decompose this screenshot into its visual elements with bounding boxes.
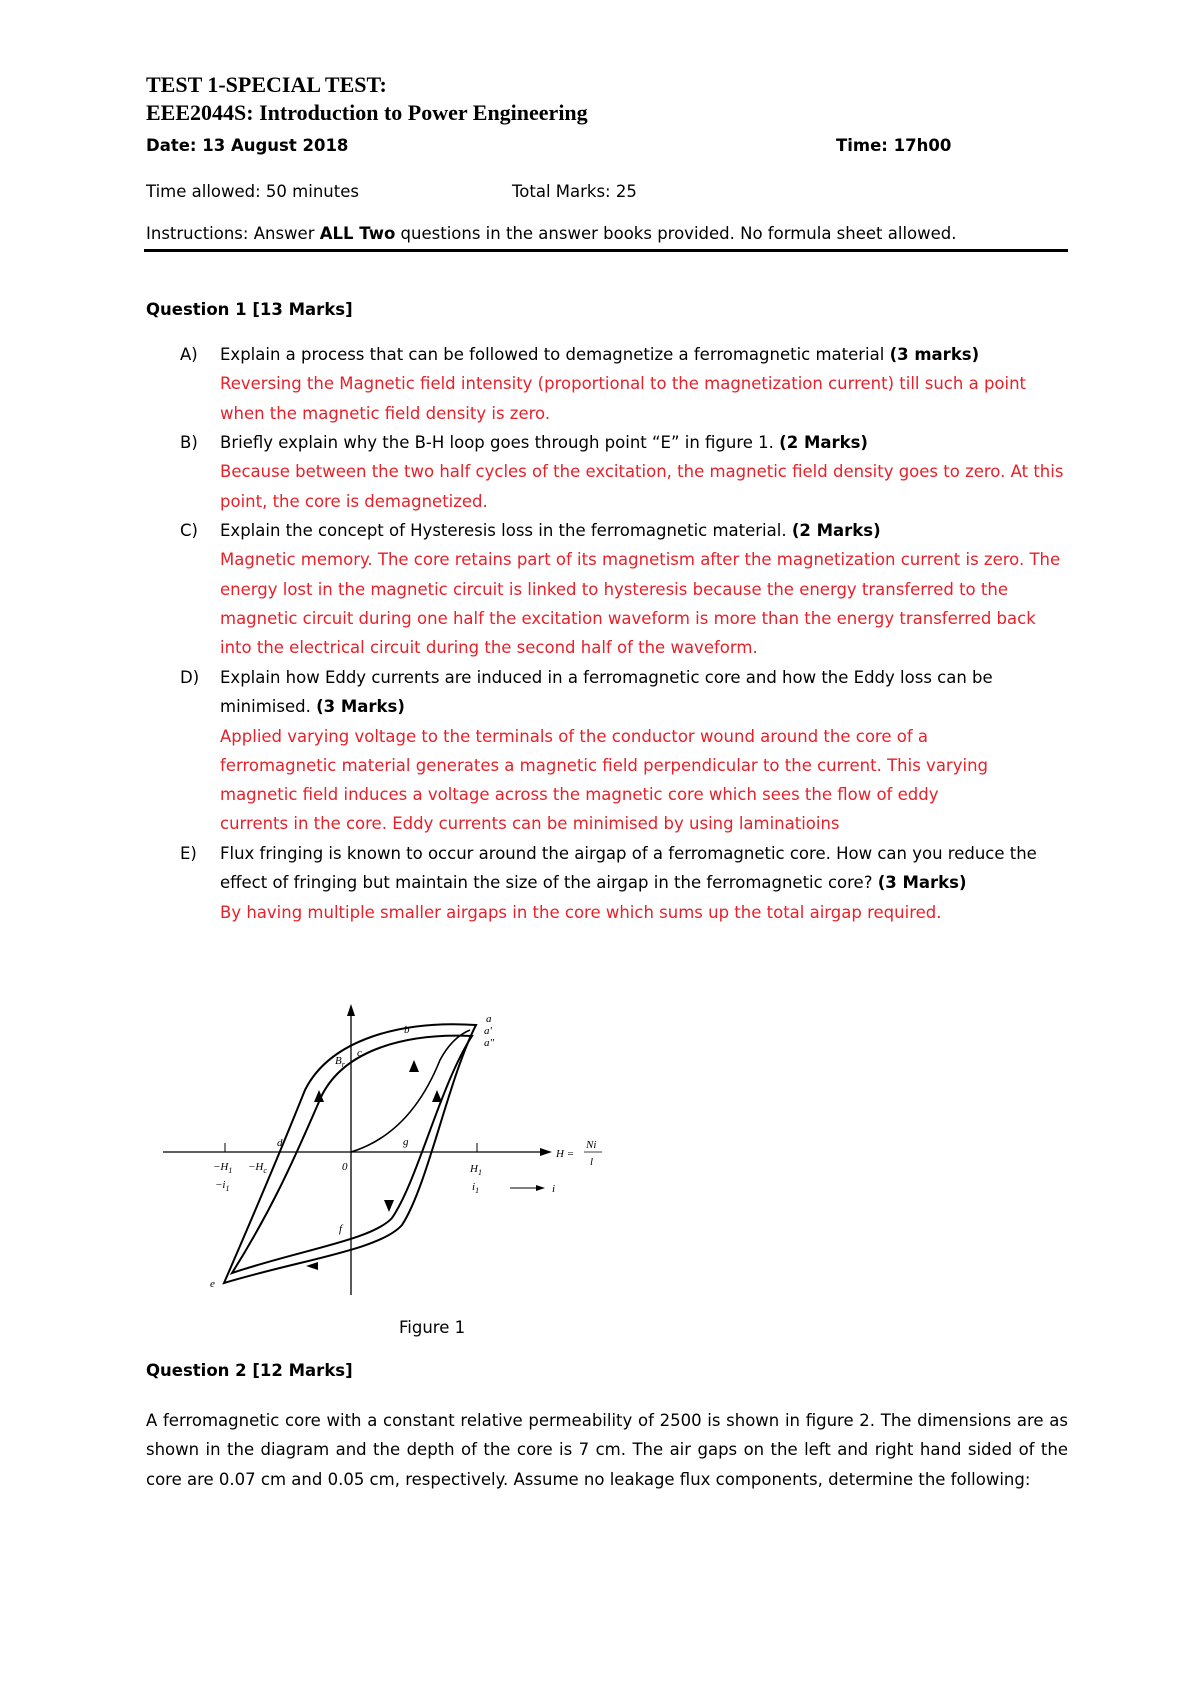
label-neg-i1-sub: 1: [225, 1184, 230, 1193]
item-question: Explain a process that can be followed to demagnetize a ferromagnetic material: [220, 345, 890, 364]
initial-magnetization-curve: [351, 1030, 470, 1152]
label-neg-h1: [213, 1161, 232, 1175]
instructions-suffix: questions in the answer books provided. No formula sheet allowed.: [395, 224, 957, 243]
item-answer: Applied varying voltage to the terminals of the conductor wound around the core of a ferromagnetic material generates a magnetic field perpendicular to the current. This varying magnetic field induces a voltage across the magnetic core which sees the flow of eddy currents in the core. Eddy currents can be minimised by using laminatioins: [220, 726, 988, 834]
h-axis-arrowhead: [540, 1148, 552, 1156]
loop-arrow-right-up: [432, 1090, 442, 1102]
label-neg-hc: [248, 1161, 267, 1175]
label-neg-hc-sub: c: [263, 1166, 267, 1175]
label-neg-h1-sub: 1: [228, 1166, 233, 1175]
label-br-main: B: [335, 1055, 342, 1067]
item-question: Explain the concept of Hysteresis loss in the ferromagnetic material.: [220, 521, 792, 540]
i-arrow-head: [536, 1185, 545, 1191]
item-label: A): [180, 345, 198, 364]
question1-item-d: [180, 663, 1040, 839]
total-marks: Total Marks: 25: [512, 182, 637, 201]
label-g: g: [403, 1136, 409, 1148]
label-a-prime: a': [484, 1025, 492, 1037]
item-label: C): [180, 521, 198, 540]
item-answer: By having multiple smaller airgaps in the core which sums up the total airgap required.: [220, 902, 942, 922]
label-i-arrow: i: [552, 1183, 556, 1195]
header-divider: [144, 249, 1068, 252]
label-br-sub: r: [341, 1060, 345, 1069]
item-answer: Because between the two half cycles of the excitation, the magnetic field density goes to zero. At this point, the core is demagnetized.: [220, 462, 1064, 511]
exam-date: Date: 13 August 2018: [146, 136, 349, 155]
time-allowed: Time allowed: 50 minutes: [146, 182, 359, 201]
item-question: Flux fringing is known to occur around the airgap of a ferromagnetic core. How can you reduce the effect of fringing but maintain the size of the airgap in the ferromagnetic core?: [220, 844, 1037, 893]
label-h1-main: H: [470, 1163, 478, 1175]
label-neg-hc-main: −H: [248, 1161, 264, 1173]
figure1-caption: Figure 1: [399, 1318, 466, 1337]
label-h-axis: H =: [556, 1148, 575, 1160]
label-i1: [472, 1181, 479, 1195]
question1-heading: Question 1 [13 Marks]: [146, 300, 353, 319]
label-br: [335, 1055, 346, 1069]
question1-item-a: [180, 340, 1070, 428]
item-question: Briefly explain why the B-H loop goes through point “E” in figure 1.: [220, 433, 780, 452]
item-question: Explain how Eddy currents are induced in a ferromagnetic core and how the Eddy loss can be minimised.: [220, 668, 993, 717]
label-neg-i1: [215, 1179, 229, 1193]
item-marks: (3 Marks): [877, 873, 967, 893]
item-label: E): [180, 844, 197, 863]
instructions-prefix: Instructions: Answer: [146, 224, 320, 243]
label-origin: 0: [342, 1161, 348, 1173]
label-d: d: [277, 1137, 283, 1149]
label-neg-h1-main: −H: [213, 1161, 229, 1173]
item-marks: (3 marks): [889, 345, 980, 364]
instructions-emphasis: ALL Two: [319, 224, 396, 243]
label-i1-sub: 1: [475, 1186, 480, 1195]
question1-item-c: [180, 516, 1070, 662]
label-a-double-prime: a": [484, 1037, 495, 1049]
question1-item-b: [180, 428, 1070, 516]
item-label: B): [180, 433, 198, 452]
label-i1-main: i: [472, 1181, 476, 1193]
label-c: c: [357, 1047, 362, 1059]
label-ni: Ni: [586, 1139, 597, 1151]
question2-heading: Question 2 [12 Marks]: [146, 1361, 353, 1380]
label-neg-i1-main: −i: [215, 1179, 226, 1191]
item-label: D): [180, 668, 200, 687]
loop-arrow-initial: [409, 1060, 419, 1072]
instructions: [146, 224, 956, 243]
item-marks: (2 Marks): [779, 433, 868, 452]
label-h1: [469, 1163, 482, 1177]
label-b: b: [404, 1024, 410, 1036]
label-l: l: [590, 1156, 594, 1168]
test-title: TEST 1-SPECIAL TEST:: [146, 72, 387, 97]
exam-time: Time: 17h00: [836, 136, 952, 155]
hysteresis-loop-figure: [160, 1000, 620, 1300]
label-a: a: [486, 1013, 492, 1025]
loop-arrow-bottom: [306, 1262, 318, 1270]
b-axis-arrowhead: [347, 1004, 355, 1016]
question1-item-e: [180, 839, 1070, 927]
loop-arrow-right-down: [384, 1200, 394, 1212]
label-f: f: [339, 1223, 343, 1235]
course-title: EEE2044S: Introduction to Power Engineering: [146, 100, 588, 125]
item-marks: (2 Marks): [791, 521, 881, 540]
label-e: e: [210, 1278, 215, 1290]
question2-text: A ferromagnetic core with a constant relative permeability of 2500 is shown in figure 2. The dimensions are as shown in the diagram and the depth of the core is 7 cm. The air gaps on the left and right hand sided of the core are 0.07 cm and 0.05 cm, respectively. Assume no leakage flux components, determine the following:: [146, 1411, 1068, 1489]
item-answer: Reversing the Magnetic field intensity (proportional to the magnetization current) till such a point when the magnetic field density is zero.: [220, 374, 1027, 423]
label-h1-sub: 1: [477, 1168, 482, 1177]
item-answer: Magnetic memory. The core retains part of its magnetism after the magnetization current is zero. The energy lost in the magnetic circuit is linked to hysteresis because the energy transferred to the magnetic circuit during one half the excitation waveform is more than the energy transferred back into the electrical circuit during the second half of the waveform.: [220, 550, 1061, 658]
item-marks: (3 Marks): [316, 697, 405, 717]
